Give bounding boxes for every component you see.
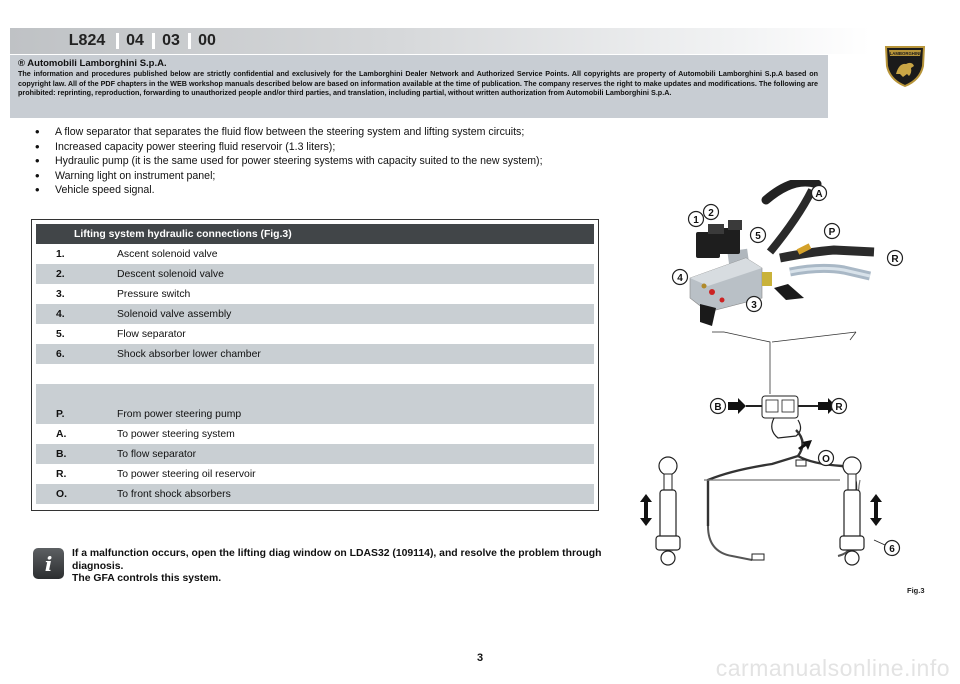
svg-text:B: B <box>714 402 722 413</box>
table-spacer-row <box>36 364 594 384</box>
callout-4 <box>673 270 688 285</box>
table-row: O. To front shock absorbers <box>36 484 594 504</box>
svg-text:P: P <box>828 227 836 238</box>
svg-text:4: 4 <box>677 273 683 284</box>
note-line-2: The GFA controls this system. <box>72 573 222 585</box>
lamborghini-logo <box>882 44 928 88</box>
table-row: 5. Flow separator <box>56 328 186 340</box>
doc-code-section: 03 <box>162 32 180 49</box>
svg-text:R: R <box>835 402 843 413</box>
list-item: • Hydraulic pump (it is the same used for power steering systems with capacity suited to the new system); <box>35 153 543 169</box>
table-row: 6. Shock absorber lower chamber <box>36 344 594 364</box>
figure-label: Fig.3 <box>907 586 925 595</box>
doc-code-sub: 00 <box>198 32 216 49</box>
table-row: 3. Pressure switch <box>56 288 191 300</box>
table-title: Lifting system hydraulic connections (Fig.3) <box>36 224 594 244</box>
copyright-text: The information and procedures published below are strictly confidential and exclusively for the Lamborghini Dealer Network and Authorized Service Points. All copyrights are property of Automobili Lamborghini S.p.A based on copyright law. All of the PDF chapters in the WEB workshop manuals described below are based on information available at the time of publication. The company reserves the right to make updates and modifications. The following are prohibited: reprinting, reproduction, forwarding to unauthorized people and/or third parties, and translation, including partial, without written authorization from Automobili Lamborghini S.p.A. <box>18 69 818 98</box>
callout-R <box>888 251 903 266</box>
svg-text:R: R <box>891 254 899 265</box>
code-separator <box>188 33 191 49</box>
table-row: 2. Descent solenoid valve <box>36 264 594 284</box>
system-schematic <box>640 396 882 565</box>
callout-P <box>825 224 840 239</box>
callout-3 <box>747 297 762 312</box>
callout-A <box>812 186 827 201</box>
page-number: 3 <box>476 652 484 664</box>
table-row: P. From power steering pump <box>36 404 594 424</box>
doc-code-model: L824 <box>68 32 106 49</box>
table-row: B. To flow separator <box>36 444 594 464</box>
svg-text:6: 6 <box>889 544 895 555</box>
svg-text:O: O <box>822 454 830 465</box>
svg-text:3: 3 <box>751 300 757 311</box>
svg-text:1: 1 <box>693 215 699 226</box>
valve-block-photo <box>690 182 874 326</box>
svg-text:A: A <box>815 189 823 200</box>
code-separator <box>116 33 119 49</box>
table-row: R. To power steering oil reservoir <box>56 468 256 480</box>
table-spacer-row <box>36 384 594 404</box>
callout-R-return <box>832 399 847 414</box>
callout-5 <box>751 228 766 243</box>
svg-text:LAMBORGHINI: LAMBORGHINI <box>889 51 921 56</box>
watermark: carmanualsonline.info <box>715 655 950 681</box>
callout-B <box>711 399 726 414</box>
table-row: 1. Ascent solenoid valve <box>56 248 218 260</box>
connections-table <box>31 219 599 511</box>
table-row: A. To power steering system <box>56 428 235 440</box>
list-item: • A flow separator that separates the fluid flow between the steering system and lifting system circuits; <box>35 124 525 139</box>
svg-text:2: 2 <box>708 208 714 219</box>
hydraulic-diagram <box>612 180 932 590</box>
code-separator <box>152 33 155 49</box>
copyright-title: ® Automobili Lamborghini S.p.A. <box>18 58 167 69</box>
note-line-1: If a malfunction occurs, open the lifting diag window on LDAS32 (109114), and resolve the problem through diagnosis. <box>72 548 602 572</box>
callout-2 <box>704 205 719 220</box>
callout-6 <box>885 541 900 556</box>
list-item: • Vehicle speed signal. <box>35 182 155 198</box>
table-row: 4. Solenoid valve assembly <box>36 304 594 324</box>
callout-O <box>819 451 834 466</box>
callout-1 <box>689 212 704 227</box>
svg-text:5: 5 <box>755 231 761 242</box>
doc-code-group: 04 <box>126 32 144 49</box>
copyright-notice <box>10 55 828 118</box>
feature-list <box>34 125 594 198</box>
info-icon: i <box>33 548 64 579</box>
list-item: • Increased capacity power steering fluid reservoir (1.3 liters); <box>35 138 336 154</box>
list-item: • Warning light on instrument panel; <box>35 167 216 183</box>
